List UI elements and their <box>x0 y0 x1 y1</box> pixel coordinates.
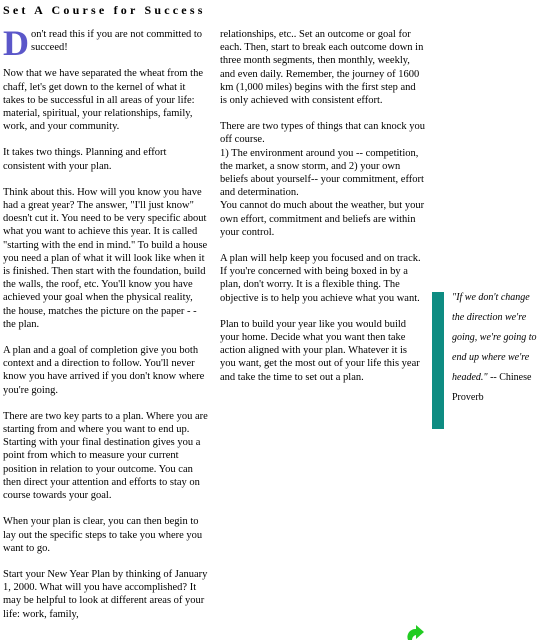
intro-text: on't read this if you are not committed to succeed! <box>31 29 203 54</box>
paragraph: Now that we have separated the wheat from the chaff, let's get down to the kernel of what it takes to be successful in all areas of your life: material, spiritual, your relationships, family, work, and your community. <box>3 68 204 133</box>
paragraph: relationships, etc.. Set an outcome or goal for each. Then, start to break each outcome down in three month segments, then monthly, weekly, and even daily. Remember, the journey of 1600 km (1,000 miles) begins with the first step and is only achieved with consistent effort. <box>220 29 424 107</box>
quote-attribution: -- Chinese Proverb <box>452 372 532 403</box>
paragraph: It takes two things. Planning and effort consistent with your plan. <box>3 147 167 172</box>
drop-cap: D <box>3 23 29 63</box>
article-column-2 <box>220 28 425 397</box>
paragraph: Think about this. How will you know you have had a great year? The answer, "I'll just know" doesn't cut it. You need to be very specific about what you want to achieve this year. It is called "starting with the end in mind." To build a house you need a plan of what it will look like when it is finished. Then start with the foundation, build the walls, the roof, etc. You'll know you have achieved your goal when the physical reality, the house, matches the picture on the paper - - the plan. <box>3 186 208 330</box>
quote-text: "If we don't change the direction we're going, we're going to end up where we're headed." <box>452 292 537 383</box>
intro-paragraph <box>3 23 208 63</box>
paragraph: There are two types of things that can knock you off course. 1) The environment around you -- competition, the market, a snow storm, and 2) your own beliefs about yourself-- your commitment, effort and determination. You cannot do much about the weather, but your own effort, commitment and beliefs are within your control. <box>220 121 425 238</box>
pull-quote <box>452 288 540 408</box>
green-arrow-icon[interactable] <box>406 624 426 641</box>
paragraph: There are two key parts to a plan. Where you are starting from and where you want to end up. Starting with your final destination gives you a point from which to measure your current position in relation to your outcome. You can then direct your attention and efforts to stay on course towards your goal. <box>3 410 208 502</box>
paragraph: A plan and a goal of completion give you both context and a direction to follow. You'll never know you have arrived if you don't know where you're going. <box>3 345 205 396</box>
paragraph: A plan will help keep you focused and on track. If you're concerned with being boxed in by a plan, don't worry. It is a flexible thing. The objective is to help you achieve what you want. <box>220 253 421 304</box>
article-column-1 <box>3 23 208 634</box>
paragraph: Plan to build your year like you would build your home. Decide what you want then take action aligned with your plan. Whatever it is you want, get the most out of your life this year and take the time to set out a plan. <box>220 318 420 383</box>
paragraph: When your plan is clear, you can then begin to lay out the specific steps to take you where you want to go. <box>3 516 203 554</box>
quote-accent-bar <box>432 292 444 429</box>
paragraph: Start your New Year Plan by thinking of January 1, 2000. What will you have accomplished? It may be helpful to look at different areas of your life: work, family, <box>3 568 208 620</box>
article-title: Set A Course for Success <box>3 3 206 17</box>
